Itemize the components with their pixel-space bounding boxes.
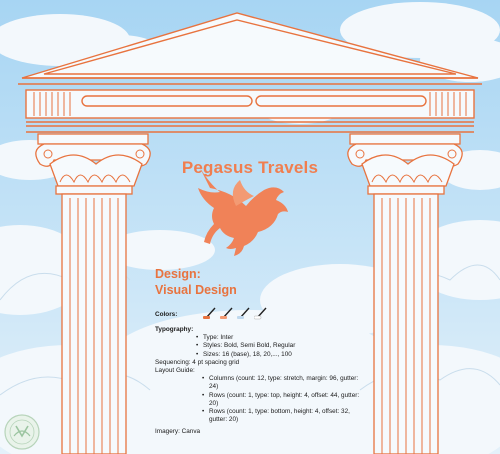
design-heading-line1: Design: (155, 267, 201, 281)
typography-section (155, 326, 365, 437)
layout-item: • Columns (count: 12, type: stretch, margin: 96, gutter: 24) (209, 375, 369, 391)
typography-label: Typography: (155, 326, 194, 333)
design-heading-line2: Visual Design (155, 283, 237, 297)
brand-title: Pegasus Travels (181, 158, 319, 177)
sequencing-text: Sequencing: 4 pt spacing grid (155, 358, 240, 366)
color-swatch (237, 306, 251, 320)
design-heading (155, 266, 237, 298)
color-swatch (254, 306, 268, 320)
typography-item: • Styles: Bold, Semi Bold, Regular (203, 342, 365, 350)
layout-item: • Rows (count: 1, type: bottom, height: 4, offset: 32, gutter: 20) (209, 408, 369, 424)
layout-label: Layout Guide: (155, 367, 195, 375)
layout-item: • Rows (count: 1, type: top, height: 4, offset: 44, gutter: 20) (209, 392, 369, 408)
imagery-text: Imagery: Canva (155, 428, 201, 436)
laurel-badge-icon (5, 415, 39, 449)
color-swatch (220, 306, 234, 320)
typography-item: • Type: Inter (203, 334, 365, 342)
color-swatches (203, 306, 268, 320)
colors-label-text: Colors: (155, 311, 178, 318)
layout-list (155, 375, 369, 424)
typography-list (155, 334, 365, 359)
color-swatch (203, 306, 217, 320)
typography-item: • Sizes: 16 (base), 18, 20,..., 100 (203, 351, 365, 359)
